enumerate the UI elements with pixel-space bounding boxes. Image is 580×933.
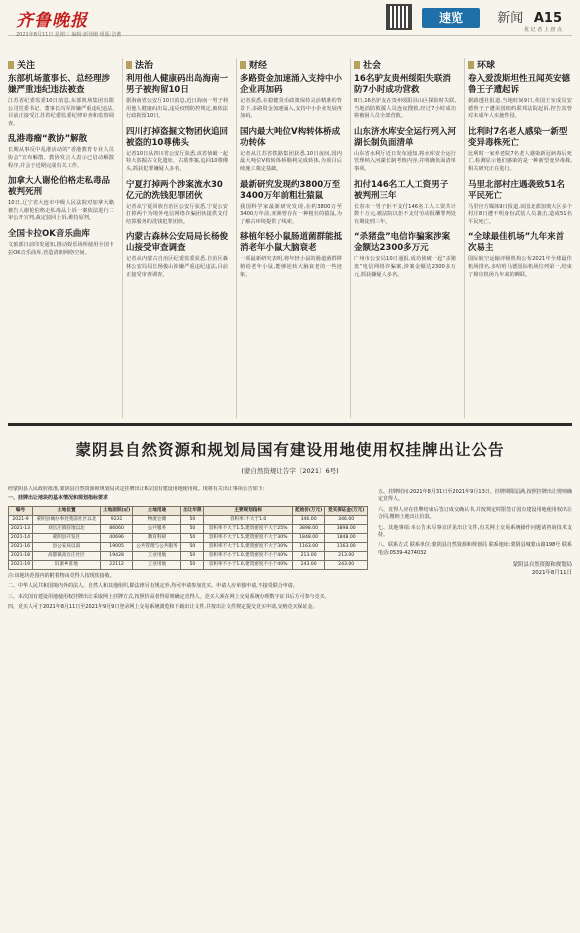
article-body: 记者获悉,在稳健货币政策保持灵活精准的背景下,多路资金加速涌入,支持中小企业发展再加码。 [240, 98, 342, 120]
headline[interactable]: 移植年轻小鼠肠道菌群能抵消老年小鼠大脑衰老 [240, 232, 342, 254]
category-label: 社会 [354, 58, 456, 71]
table-row [9, 524, 368, 533]
category-label: 财经 [240, 58, 342, 71]
table-cell: 容积率不大于1.5,建筑密度不大于25% [204, 524, 292, 533]
headline[interactable]: 最新研究发现约3800万至3400万年前粗壮猿鼠 [240, 179, 341, 201]
table-row [9, 542, 368, 551]
table-cell: 3898.00 [325, 524, 368, 533]
article-body: 记者10日从四川省公安厅获悉,该省侦破一起特大盗掘古文化遗址、古墓葬案,追回10尊佛头,抓获犯罪嫌疑人多名。 [126, 150, 228, 172]
table-header: 起始价(万元) [292, 506, 325, 515]
table-cell: 容积率不小于1.0,建筑密度不小于40% [204, 560, 292, 569]
table-cell: 2021-13 [9, 524, 33, 533]
headline[interactable]: 乱港毒瘤“教协”解散 [8, 134, 88, 145]
table-cell: 243.00 [292, 560, 325, 569]
table-cell: 1163.00 [325, 542, 368, 551]
headline[interactable]: “杀猪盘”电信诈骗案涉案金额达2300多万元 [354, 232, 451, 254]
section-heading: 一、挂牌出让地块的基本情况和规划指标要求 [8, 495, 109, 502]
table-header: 竞买保证金(万元) [325, 506, 368, 515]
table-header: 主要规划指标 [204, 506, 292, 515]
notice-date: 2021年8月11日 [531, 570, 572, 577]
table-cell: 346.00 [325, 515, 368, 524]
table-cell: 213.00 [292, 551, 325, 560]
table-cell: 346.00 [292, 515, 325, 524]
table-cell: 50 [181, 533, 204, 542]
article-body: 长期从事反中乱港活动的“香港教育专业人员协会”宣布解散。教协发言人表示已启动解散程序,并会于近期完成有关工作。 [8, 147, 114, 169]
table-cell: 公共服务 [133, 524, 181, 533]
table-cell: 旧寨乡驻地 [33, 560, 101, 569]
table-cell: 高都镇高官庄社区 [33, 551, 101, 560]
notice-paragraph: 七、其他事项:本公告未尽事宜详见出让文件,有关网上交易系统操作问题请咨询技术支持。 [378, 524, 572, 539]
column-society [350, 58, 456, 418]
table-cell: 22112 [100, 560, 133, 569]
table-cell: 50 [181, 542, 204, 551]
table-cell: 19005 [100, 542, 133, 551]
table-cell: 县公安局以南 [33, 542, 101, 551]
table-cell: 教育科研 [133, 533, 181, 542]
table-note: 注:该地块范围内的附着物由竞得人按现状接收。 [8, 572, 115, 579]
table-header: 出让年限 [181, 506, 204, 515]
table-header: 土地面积(㎡) [100, 506, 133, 515]
article-body: 广州市公安局10日通报,成功侦破一起“杀猪盘”电信网络诈骗案,涉案金额达2300多万元,抓获嫌疑人多名。 [354, 256, 456, 278]
page-header [497, 7, 562, 26]
headline[interactable]: 山东济水库安全运行列入河湖长制负面清单 [354, 126, 456, 148]
table-header: 土地用途 [133, 506, 181, 515]
table-cell: 9231 [100, 515, 133, 524]
article-body: 记者从宁夏回族自治区公安厅获悉,宁夏公安打掉两个为境外电信网络诈骗团伙提供支付结算服务的洗钱犯罪团伙。 [126, 203, 228, 225]
headline[interactable]: 比利时7名老人感染一新型变异毒株死亡 [468, 126, 568, 148]
article-body: 长春市一男子拒不支付146名工人工资共计数十万元,被法院以拒不支付劳动报酬罪判处有期徒刑三年。 [354, 203, 456, 225]
parcel-table [8, 506, 368, 570]
table-row [9, 560, 368, 569]
headline[interactable]: “全球最佳机场”九年来首次易主 [468, 232, 565, 254]
notice-signature: 蒙阴县自然资源和规划局 [512, 562, 572, 569]
article-body: 记者从内蒙古自治区纪委监委获悉,自治区森林公安局局长杨俊山涉嫌严重违纪违法,目前正接受审查调查。 [126, 256, 228, 278]
notice-paragraph: 四、竞买人可于2021年8月11日至2021年9月9日登录网上交易系统浏览和下载出让文件,并按出让文件规定提交竞买申请,交纳竞买保证金。 [8, 604, 318, 611]
article-body: 据海南省公安厅10日消息,近日海南一男子利用他人健康码出岛,违反疫情防控规定,被依法行政拘留10日。 [126, 98, 228, 120]
land-auction-notice [8, 423, 572, 928]
headline[interactable]: 国内最大吨位V构转体桥成功转体 [240, 126, 341, 148]
table-row [9, 551, 368, 560]
headline[interactable]: 宁夏打掉两个涉案流水30亿元的洗钱犯罪团伙 [126, 179, 223, 201]
table-cell: 2021-9 [9, 515, 33, 524]
notice-body [8, 486, 572, 926]
article-body: 一项最新研究表明,将年轻小鼠的肠道菌群移植给老年小鼠,能够逆转大脑衰老的一些迹象。 [240, 256, 342, 278]
column-world [464, 58, 572, 418]
page-number: A15 [533, 11, 562, 26]
notice-contact: 八、联系方式 联系单位:蒙阴县自然资源和规划局 联系地址:蒙阴县城蒙山路198号 联系电话:0539-4274032 [378, 542, 572, 556]
category-label: 法治 [126, 58, 228, 71]
notice-title: 蒙阴县自然资源和规划局国有建设用地使用权挂牌出让公告 [75, 441, 505, 459]
notice-paragraph: 五、挂牌时间:2021年8月31日至2021年9月13日。挂牌期限届满,按照挂牌出让规则确定竞得人。 [378, 489, 572, 503]
headline[interactable]: 16名驴友贵州绥阳失联消防7小时成功营救 [354, 74, 451, 95]
qr-code-icon[interactable] [386, 4, 412, 30]
headline[interactable]: 四川打掉盗掘文物团伙追回被盗的10尊佛头 [126, 126, 228, 148]
table-cell: 50 [181, 515, 204, 524]
notice-subtitle: (蒙自然资规让告字〔2021〕6号) [241, 467, 339, 475]
issue-date: 2021年8月11日 星期三 编辑:新伟刚 组版:洁蓄 [16, 32, 122, 38]
notice-right-column [378, 486, 572, 926]
table-cell: 243.00 [325, 560, 368, 569]
table-cell: 50 [181, 560, 204, 569]
table-header: 土地位置 [33, 506, 101, 515]
headline[interactable]: 多路资金加速涌入支持中小企业再加码 [240, 74, 342, 95]
table-cell: 19428 [100, 551, 133, 560]
table-cell: 蒙阴县开发区 [33, 533, 101, 542]
column-finance [236, 58, 342, 418]
headline[interactable]: 卷入爱泼斯坦性丑闻英安德鲁王子遭起诉 [468, 74, 571, 95]
article-body: 江苏省纪委监委10日消息,东部机场集团有限公司党委书记、董事长冯军涉嫌严重违纪违法,目前正接受江苏省纪委监委纪律审查和监察调查。 [8, 98, 114, 127]
table-cell: 容积率不大于1.5,建筑密度不大于30% [204, 542, 292, 551]
table-cell: 3898.00 [292, 524, 325, 533]
headline[interactable]: 利用他人健康码出岛海南一男子被拘留10日 [126, 74, 228, 95]
quick-read-badge: 速览 [422, 8, 480, 28]
table-cell: 1848.00 [292, 533, 325, 542]
column-focus [8, 58, 114, 418]
article-body: 10日,辽宁省大连市中级人民法院对加拿大籍被告人谢伦伯格走私毒品上诉一案依法进行二审公开宣判,裁定驳回上诉,维持原判。 [8, 200, 114, 222]
table-cell: 2021-18 [9, 551, 33, 560]
article-body: 8日,16名驴友在贵州绥阳县山区探险时失联,当地消防救援人员连夜搜救,经过7小时成功将被困人员全部营救。 [354, 98, 456, 120]
table-row [9, 533, 368, 542]
table-cell: 1163.00 [292, 542, 325, 551]
notice-intro: 经蒙阴县人民政府批准,蒙阴县自然资源和规划局决定挂牌出让6宗国有建设用地使用权。现将有关出让事项公告如下: [8, 486, 265, 492]
table-cell: 容积率:不大于1.0 [204, 515, 292, 524]
article-body: 比利时一家养老院7名老人感染新冠病毒后死亡,检测显示他们感染的是一种新型变异毒株,相关研究正在进行。 [468, 150, 572, 172]
headline[interactable]: 全国卡拉OK音乐曲库 [8, 228, 90, 239]
editor-line: 优 记 者 上 唐 点 [524, 27, 562, 33]
table-cell: 容积率不大于1.5,建筑密度不大于30% [204, 533, 292, 542]
table-cell: 1848.00 [325, 533, 368, 542]
table-cell: 工业用地 [133, 560, 181, 569]
notice-paragraph: 三、本次国有建设用地使用权挂牌出让采取网上挂牌方式,按照价高者得原则确定竞得人。竞买人须在网上交易系统办理数字证书后方可参与竞买。 [8, 593, 330, 600]
headline[interactable]: 马里北部村庄遇袭致51名平民死亡 [468, 179, 565, 201]
table-cell: 2021-14 [9, 533, 33, 542]
notice-paragraph: 六、竞得人应在挂牌结束后签订成交确认书,并按规定时限签订国有建设用地使用权出让合同,缴纳土地出让价款。 [378, 506, 572, 521]
article-body: 我国科学家最新研究发现,在约3800万至3400万年前,亚洲曾存在一种粗壮的猿鼠,为了解古环境提供了线索。 [240, 203, 342, 225]
table-row [9, 515, 368, 524]
article-body: 记者从江苏省铁路集团获悉,10日夜间,国内最大吨位V构转体桥顺利完成转体,为项目后续施工奠定基础。 [240, 150, 342, 172]
table-cell: 40696 [100, 533, 133, 542]
table-cell: 公共管理与公共服务 [133, 542, 181, 551]
article-body: 山东省水利厅近日发布通知,将水库安全运行管理纳入河湖长制考核内容,并明确负面清单事项。 [354, 150, 456, 172]
table-cell: 刘官庄镇驻地以北 [33, 524, 101, 533]
table-cell: 容积率不小于1.0,建筑密度不小于40% [204, 551, 292, 560]
column-law [122, 58, 228, 418]
category-label: 关注 [8, 58, 114, 71]
headline[interactable]: 东部机场董事长、总经理涉嫌严重违纪违法被查 [8, 74, 111, 95]
table-cell: 2021-19 [9, 560, 33, 569]
news-columns [8, 58, 572, 418]
headline[interactable]: 内蒙古森林公安局局长杨俊山接受审查调查 [126, 232, 228, 254]
headline[interactable]: 加拿大人谢伦伯格走私毒品被判死刑 [8, 176, 111, 198]
headline[interactable]: 扣付146名工人工资男子被判刑三年 [354, 179, 449, 201]
table-cell: 物流仓储 [133, 515, 181, 524]
table-cell: 蒙阴县城办事处苑前社区以北 [33, 515, 101, 524]
table-cell: 50 [181, 551, 204, 560]
category-label: 环球 [468, 58, 572, 71]
article-body: 马里官方媒体9日报道,该国北部加奥大区多个村庄8日遭不明身份武装人员袭击,造成51名平民死亡。 [468, 203, 572, 225]
table-cell: 50 [181, 524, 204, 533]
table-cell: 86060 [100, 524, 133, 533]
table-header: 编号 [9, 506, 33, 515]
section-name: 新闻 [497, 11, 524, 26]
masthead [8, 0, 572, 36]
article-body: 据路透社报道,当地时间9日,英国王室成员安德鲁王子遭美国纽约联邦法院起诉,控告其曾对未成年人实施性侵。 [468, 98, 572, 120]
table-cell: 工业用地 [133, 551, 181, 560]
table-cell: 213.00 [325, 551, 368, 560]
notice-paragraph: 二、中华人民共和国境内外的法人、自然人和其他组织,除法律另有规定外,均可申请参加竞买。申请人应单独申请,不接受联合申请。 [8, 583, 298, 590]
notice-left-column [8, 486, 368, 926]
article-body: 文旅部日前印发通知,推动娱乐场所使用全国卡拉OK音乐曲库,营造清朗网络空间。 [8, 241, 114, 256]
newspaper-logo: 齐鲁晚报 [16, 11, 88, 31]
table-cell: 2021-16 [9, 542, 33, 551]
article-body: 国际航空运输评级机构公布2021年全球最佳机场排名,多哈哈马德国际机场位列第一,结束了樟宜机场九年来的蝉联。 [468, 256, 572, 278]
